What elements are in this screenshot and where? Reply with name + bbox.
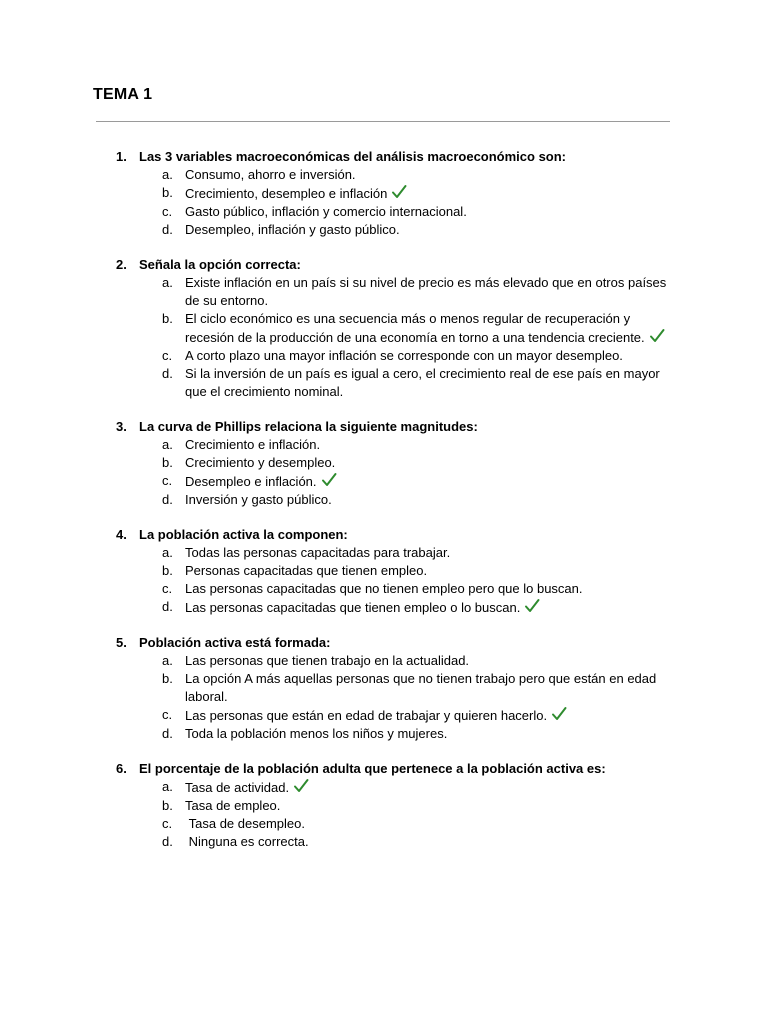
option-text-wrap <box>185 815 673 833</box>
option-text: Toda la población menos los niños y mujeres. <box>185 726 448 741</box>
option-letter: d. <box>162 222 173 237</box>
option-text: Desempleo, inflación y gasto público. <box>185 222 400 237</box>
option-text: Tasa de actividad. <box>185 780 290 795</box>
option-text-wrap <box>185 166 673 184</box>
option-text: Gasto público, inflación y comercio internacional. <box>185 204 467 219</box>
answer-option <box>0 544 768 562</box>
option-text-wrap <box>185 706 673 725</box>
answer-option <box>0 815 768 833</box>
option-text: Inversión y gasto público. <box>185 492 332 507</box>
answer-option <box>0 184 768 203</box>
question-text: La población activa la componen: <box>139 527 348 542</box>
answer-option <box>0 670 768 706</box>
question-text: Las 3 variables macroeconómicas del análisis macroeconómico son: <box>139 149 567 164</box>
answer-option <box>0 706 768 725</box>
option-text-wrap <box>185 454 673 472</box>
question-number: 1. <box>116 149 127 164</box>
option-text: La opción A más aquellas personas que no tienen trabajo pero que están en edad laboral. <box>185 671 660 704</box>
option-letter: a. <box>162 437 173 452</box>
checkmark-icon <box>293 778 309 794</box>
question-list <box>0 148 768 868</box>
answer-options <box>0 166 768 239</box>
question-item <box>0 256 768 401</box>
question-number: 4. <box>116 527 127 542</box>
option-text-wrap <box>185 310 673 347</box>
question-text: Señala la opción correcta: <box>139 257 301 272</box>
answer-option <box>0 778 768 797</box>
answer-option <box>0 274 768 310</box>
option-text: Las personas capacitadas que tienen empleo o lo buscan. <box>185 600 521 615</box>
option-text-wrap <box>185 670 673 706</box>
option-text: Las personas que están en edad de trabajar y quieren hacerlo. <box>185 708 548 723</box>
option-letter: b. <box>162 563 173 578</box>
answer-options <box>0 544 768 617</box>
option-letter: a. <box>162 779 173 794</box>
checkmark-icon <box>321 472 337 488</box>
title-divider <box>96 121 670 122</box>
option-letter: d. <box>162 726 173 741</box>
option-letter: b. <box>162 671 173 686</box>
option-text: Ninguna es correcta. <box>185 834 309 849</box>
option-letter: c. <box>162 581 173 596</box>
option-text-wrap <box>185 797 673 815</box>
question-item <box>0 634 768 743</box>
checkmark-icon <box>649 328 665 344</box>
option-text-wrap <box>185 491 673 509</box>
question-text: La curva de Phillips relaciona la siguiente magnitudes: <box>139 419 478 434</box>
option-text-wrap <box>185 778 673 797</box>
answer-option <box>0 562 768 580</box>
answer-option <box>0 472 768 491</box>
option-letter: a. <box>162 653 173 668</box>
checkmark-icon <box>524 598 540 614</box>
option-text-wrap <box>185 184 673 203</box>
option-text-wrap <box>185 472 673 491</box>
answer-options <box>0 274 768 401</box>
option-text-wrap <box>185 274 673 310</box>
option-text: Crecimiento, desempleo e inflación <box>185 186 388 201</box>
option-letter: a. <box>162 275 173 290</box>
option-text: Desempleo e inflación. <box>185 474 317 489</box>
page-title: TEMA 1 <box>93 86 153 103</box>
option-letter: d. <box>162 492 173 507</box>
option-text-wrap <box>185 221 673 239</box>
answer-option <box>0 652 768 670</box>
answer-option <box>0 580 768 598</box>
answer-option <box>0 598 768 617</box>
answer-option <box>0 310 768 347</box>
option-text: Las personas que tienen trabajo en la actualidad. <box>185 653 470 668</box>
option-letter: b. <box>162 455 173 470</box>
option-letter: c. <box>162 348 173 363</box>
answer-option <box>0 347 768 365</box>
answer-option <box>0 833 768 851</box>
option-text-wrap <box>185 833 673 851</box>
option-letter: b. <box>162 185 173 200</box>
option-text-wrap <box>185 725 673 743</box>
answer-option <box>0 491 768 509</box>
question-item <box>0 760 768 851</box>
answer-option <box>0 725 768 743</box>
answer-option <box>0 221 768 239</box>
option-text: El ciclo económico es una secuencia más o menos regular de recuperación y recesión de la producción de una economía en torno a una tendencia creciente. <box>185 311 645 345</box>
option-text: Todas las personas capacitadas para trabajar. <box>185 545 451 560</box>
option-text: Crecimiento y desempleo. <box>185 455 336 470</box>
option-text-wrap <box>185 203 673 221</box>
question-item <box>0 148 768 239</box>
option-text-wrap <box>185 436 673 454</box>
option-text: Existe inflación en un país si su nivel de precio es más elevado que en otros países de su entorno. <box>185 275 670 308</box>
question-number: 5. <box>116 635 127 650</box>
option-text-wrap <box>185 652 673 670</box>
option-letter: c. <box>162 204 173 219</box>
option-letter: d. <box>162 599 173 614</box>
option-text-wrap <box>185 562 673 580</box>
checkmark-icon <box>391 184 407 200</box>
option-letter: c. <box>162 816 173 831</box>
answer-option <box>0 166 768 184</box>
option-text-wrap <box>185 544 673 562</box>
option-letter: c. <box>162 473 173 488</box>
answer-option <box>0 365 768 401</box>
answer-option <box>0 454 768 472</box>
answer-options <box>0 652 768 743</box>
option-text: A corto plazo una mayor inflación se corresponde con un mayor desempleo. <box>185 348 623 363</box>
option-letter: a. <box>162 545 173 560</box>
question-text: Población activa está formada: <box>139 635 331 650</box>
option-text-wrap <box>185 365 673 401</box>
option-letter: b. <box>162 311 173 326</box>
question-item <box>0 418 768 509</box>
option-letter: b. <box>162 798 173 813</box>
option-text: Si la inversión de un país es igual a cero, el crecimiento real de ese país en mayor que el crecimiento nominal. <box>185 366 664 399</box>
checkmark-icon <box>551 706 567 722</box>
option-letter: d. <box>162 366 173 381</box>
question-item <box>0 526 768 617</box>
answer-options <box>0 436 768 509</box>
option-text: Consumo, ahorro e inversión. <box>185 167 356 182</box>
answer-option <box>0 797 768 815</box>
answer-option <box>0 203 768 221</box>
option-letter: a. <box>162 167 173 182</box>
option-text: Las personas capacitadas que no tienen empleo pero que lo buscan. <box>185 581 583 596</box>
answer-options <box>0 778 768 851</box>
option-letter: c. <box>162 707 173 722</box>
question-number: 6. <box>116 761 127 776</box>
option-text: Personas capacitadas que tienen empleo. <box>185 563 428 578</box>
question-number: 2. <box>116 257 127 272</box>
option-text-wrap <box>185 580 673 598</box>
option-text: Tasa de empleo. <box>185 798 281 813</box>
answer-option <box>0 436 768 454</box>
question-text: El porcentaje de la población adulta que pertenece a la población activa es: <box>139 761 606 776</box>
option-letter: d. <box>162 834 173 849</box>
question-number: 3. <box>116 419 127 434</box>
option-text-wrap <box>185 347 673 365</box>
option-text: Crecimiento e inflación. <box>185 437 321 452</box>
option-text-wrap <box>185 598 673 617</box>
option-text: Tasa de desempleo. <box>185 816 305 831</box>
